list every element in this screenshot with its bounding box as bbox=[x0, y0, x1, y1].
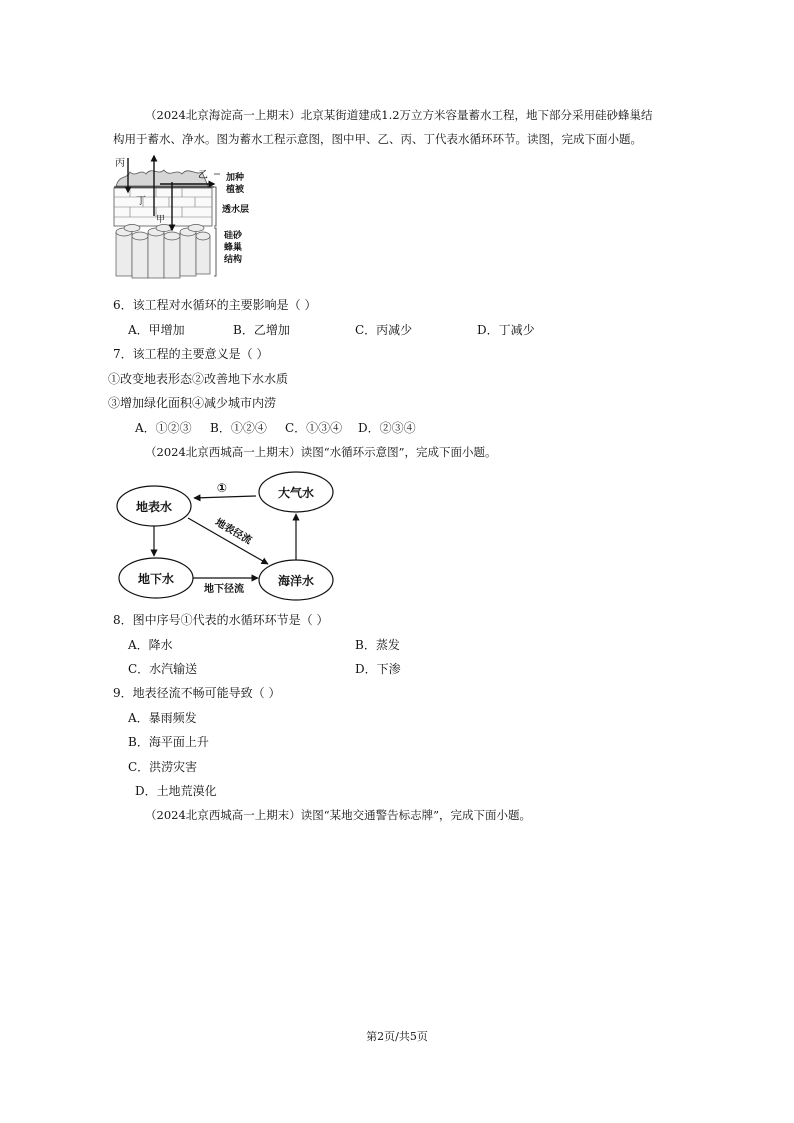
q7-option-b: B．①②④ bbox=[210, 421, 267, 435]
label-ground-water: 地下水 bbox=[137, 572, 175, 586]
q6-intro-line1: （2024北京海淀高一上期末）北京某街道建成1.2万立方米容量蓄水工程，地下部分采用硅砂蜂巢结 bbox=[145, 108, 653, 122]
q7-option-c: C．①③④ bbox=[285, 421, 343, 435]
label-layer3-a: 硅砂 bbox=[224, 231, 243, 241]
label-bing: 丙 bbox=[115, 158, 125, 169]
q9-option-a: A．暴雨频发 bbox=[128, 711, 197, 725]
label-layer3-c: 结构 bbox=[224, 255, 243, 265]
q8-option-b: B．蒸发 bbox=[355, 638, 400, 652]
q7-statement-line1: ①改变地表形态②改善地下水水质 bbox=[108, 372, 289, 386]
label-marker-1: ① bbox=[216, 481, 228, 495]
label-ding: 丁 bbox=[136, 196, 146, 207]
q6-option-c: C．丙减少 bbox=[355, 323, 413, 337]
q7-option-a: A．①②③ bbox=[135, 421, 192, 435]
q8-intro: （2024北京西城高一上期末）读图“水循环示意图”，完成下面小题。 bbox=[145, 445, 497, 459]
q8-option-d: D．下渗 bbox=[355, 662, 401, 676]
label-yi: 乙 bbox=[198, 170, 208, 181]
water-cycle-diagram bbox=[110, 468, 350, 600]
label-atmospheric-water: 大气水 bbox=[277, 486, 315, 500]
page-footer: 第2页/共5页 bbox=[366, 1030, 428, 1043]
q7-stem: 7．该工程的主要意义是（ ） bbox=[113, 347, 269, 361]
label-jia: 甲 bbox=[156, 215, 166, 225]
label-layer1-a: 加种 bbox=[226, 173, 245, 183]
q6-stem: 6．该工程对水循环的主要影响是（ ） bbox=[113, 298, 317, 312]
q8-stem: 8．图中序号①代表的水循环环节是（ ） bbox=[113, 613, 329, 627]
q7-option-d: D．②③④ bbox=[358, 421, 416, 435]
label-layer2: 透水层 bbox=[222, 205, 250, 215]
label-underground-runoff: 地下径流 bbox=[204, 584, 244, 595]
q7-statement-line2: ③增加绿化面积④减少城市内涝 bbox=[108, 396, 277, 410]
q9-option-d: D．土地荒漠化 bbox=[135, 784, 217, 798]
label-ocean-water: 海洋水 bbox=[277, 574, 315, 588]
label-layer1-b: 植被 bbox=[226, 185, 245, 195]
q8-option-a: A．降水 bbox=[128, 638, 173, 652]
honeycomb-structure bbox=[116, 225, 210, 279]
q10-intro: （2024北京西城高一上期末）读图“某地交通警告标志牌”，完成下面小题。 bbox=[145, 808, 532, 822]
q6-intro-line2: 构用于蓄水、净水。图为蓄水工程示意图，图中甲、乙、丙、丁代表水循环环节。读图，完成下面小题。 bbox=[113, 132, 642, 146]
q9-option-b: B．海平面上升 bbox=[128, 735, 209, 749]
q6-option-b: B．乙增加 bbox=[233, 323, 290, 337]
q9-option-c: C．洪涝灾害 bbox=[128, 760, 198, 774]
label-surface-water: 地表水 bbox=[135, 500, 173, 514]
q6-option-d: D．丁减少 bbox=[477, 323, 535, 337]
label-layer3-b: 蜂巢 bbox=[224, 243, 243, 253]
q8-option-c: C．水汽输送 bbox=[128, 662, 198, 676]
water-storage-diagram bbox=[110, 152, 260, 284]
q9-stem: 9．地表径流不畅可能导致（ ） bbox=[113, 686, 281, 700]
label-surface-runoff: 地表径流 bbox=[213, 517, 254, 547]
arrow-marker-1 bbox=[194, 496, 256, 498]
q6-option-a: A．甲增加 bbox=[128, 323, 185, 337]
